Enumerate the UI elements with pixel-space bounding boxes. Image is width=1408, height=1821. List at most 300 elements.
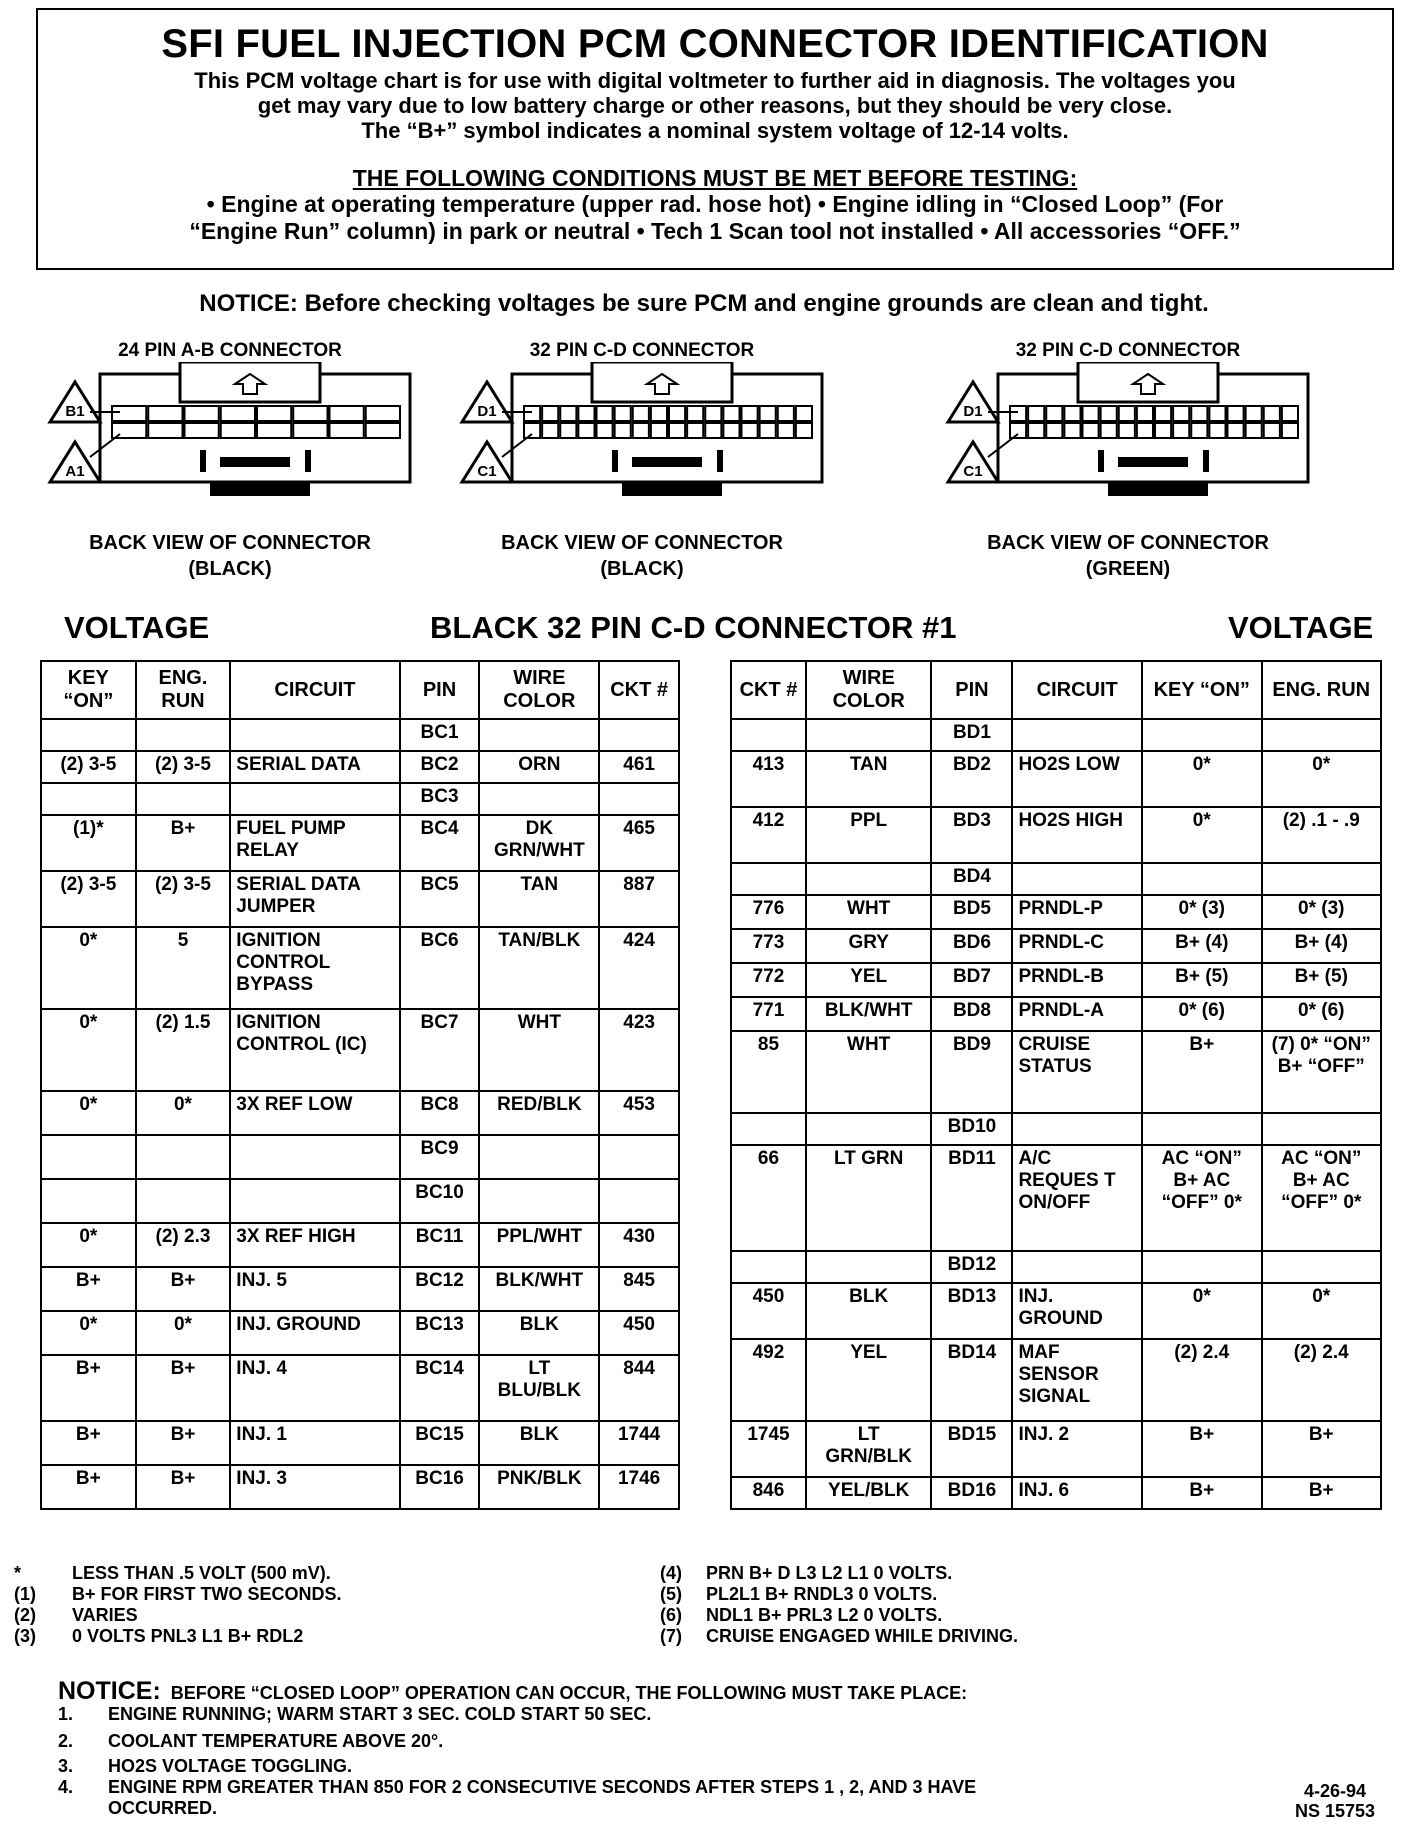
table-cell: 0* xyxy=(41,1009,136,1091)
section-title: BLACK 32 PIN C-D CONNECTOR #1 xyxy=(430,610,957,645)
pin-cavity xyxy=(1046,423,1062,438)
table-cell: LT BLU/BLK xyxy=(479,1355,599,1421)
table-cell xyxy=(1262,863,1382,895)
column-header: ENG. RUN xyxy=(136,661,231,719)
table-cell: 0* (6) xyxy=(1142,997,1261,1031)
table-cell: BD12 xyxy=(931,1251,1012,1283)
pin-cavity xyxy=(293,406,327,421)
table-cell: 887 xyxy=(599,871,679,927)
notice-item: 2. COOLANT TEMPERATURE ABOVE 20°. xyxy=(58,1731,444,1751)
pin-cavity xyxy=(796,406,812,421)
pin-cavity xyxy=(524,423,540,438)
pin-cavity xyxy=(542,423,558,438)
table-cell xyxy=(479,1135,599,1179)
table-cell: BD2 xyxy=(931,751,1012,807)
table-cell: 1745 xyxy=(731,1421,806,1477)
pin-cavity xyxy=(1282,423,1298,438)
footnotes-right xyxy=(660,1563,1018,1647)
key-slot xyxy=(220,457,290,467)
pin-cavity xyxy=(185,406,219,421)
table-cell: ORN xyxy=(479,751,599,783)
table-row xyxy=(731,863,1381,895)
table-cell: B+ xyxy=(1142,1477,1261,1509)
table-row xyxy=(41,719,679,751)
column-header: WIRE COLOR xyxy=(479,661,599,719)
table-cell xyxy=(1012,1113,1142,1145)
table-row xyxy=(731,1339,1381,1421)
table-cell: B+ (4) xyxy=(1262,929,1382,963)
connector-view-label: BACK VIEW OF CONNECTOR (BLACK) xyxy=(501,532,783,580)
notice-top: NOTICE: Before checking voltages be sure PCM and engine grounds are clean and tight. xyxy=(199,290,1209,317)
column-header: CKT # xyxy=(599,661,679,719)
conditions-line-2: “Engine Run” column) in park or neutral • Tech 1 Scan tool not installed • All accessories “OFF.” xyxy=(189,218,1241,244)
pin-marker-label: A1 xyxy=(65,463,85,480)
table-cell: 0* (3) xyxy=(1262,895,1382,929)
table-row xyxy=(41,1223,679,1267)
footnote: (6) NDL1 B+ PRL3 L2 0 VOLTS. xyxy=(660,1605,943,1625)
pin-cavity xyxy=(633,423,649,438)
table-cell: BD14 xyxy=(931,1339,1012,1421)
pin-cavity xyxy=(1209,406,1225,421)
table-cell: LT GRN/BLK xyxy=(806,1421,932,1477)
table-cell: BC10 xyxy=(400,1179,480,1223)
pin-cavity xyxy=(705,423,721,438)
connector-diagram-cd-green xyxy=(918,340,1338,590)
pin-cavity xyxy=(615,423,631,438)
voltage-label-left: VOLTAGE xyxy=(64,610,210,645)
table-cell: PPL/WHT xyxy=(479,1223,599,1267)
table-cell: BD1 xyxy=(931,719,1012,751)
connector-drawing xyxy=(442,362,842,512)
pin-cavity xyxy=(148,406,182,421)
table-cell xyxy=(230,1179,399,1223)
table-cell: BC4 xyxy=(400,815,480,871)
table-row xyxy=(731,1113,1381,1145)
pin-cavity xyxy=(1010,406,1026,421)
pin-cavity xyxy=(778,423,794,438)
pin-cavity xyxy=(1282,406,1298,421)
table-cell: 0* xyxy=(1142,807,1261,863)
table-cell: SERIAL DATA xyxy=(230,751,399,783)
pin-cavity xyxy=(1209,423,1225,438)
pin-cavity xyxy=(221,423,255,438)
table-cell: BD16 xyxy=(931,1477,1012,1509)
table-row xyxy=(731,1145,1381,1251)
pin-cavity xyxy=(1064,423,1080,438)
table-cell: 0* xyxy=(1142,751,1261,807)
table-cell xyxy=(806,719,932,751)
conditions-heading: THE FOLLOWING CONDITIONS MUST BE MET BEFORE TESTING: xyxy=(352,165,1078,191)
pin-cavity xyxy=(778,406,794,421)
table-cell xyxy=(1262,1113,1382,1145)
table-cell: BD13 xyxy=(931,1283,1012,1339)
table-cell xyxy=(599,783,679,815)
table-cell: (2) .1 - .9 xyxy=(1262,807,1382,863)
table-cell: CRUISE STATUS xyxy=(1012,1031,1142,1113)
table-cell: INJ. GROUND xyxy=(230,1311,399,1355)
conditions-text xyxy=(50,191,1380,245)
pin-cavity xyxy=(1101,423,1117,438)
pin-cavity xyxy=(257,406,291,421)
leader-line xyxy=(502,434,532,457)
table-cell xyxy=(1262,719,1382,751)
pin-cavity xyxy=(615,406,631,421)
table-cell: PNK/BLK xyxy=(479,1465,599,1509)
table-cell: BD7 xyxy=(931,963,1012,997)
pin-marker-label: C1 xyxy=(963,463,983,480)
table-cell: (2) 2.4 xyxy=(1142,1339,1261,1421)
table-cell: FUEL PUMP RELAY xyxy=(230,815,399,871)
connector-base xyxy=(210,482,310,496)
table-cell: (1)* xyxy=(41,815,136,871)
pin-cavity xyxy=(1191,423,1207,438)
pin-cavity xyxy=(1246,406,1262,421)
pin-cavity xyxy=(1137,406,1153,421)
table-row xyxy=(41,927,679,1009)
table-cell: INJ. 5 xyxy=(230,1267,399,1311)
table-row xyxy=(41,1009,679,1091)
pin-cavity xyxy=(578,406,594,421)
table-cell: 3X REF LOW xyxy=(230,1091,399,1135)
table-cell: AC “ON” B+ AC “OFF” 0* xyxy=(1142,1145,1261,1251)
table-cell: 844 xyxy=(599,1355,679,1421)
table-cell: 430 xyxy=(599,1223,679,1267)
table-row xyxy=(41,1465,679,1509)
connector-caption: 32 PIN C-D CONNECTOR xyxy=(529,340,755,361)
table-row xyxy=(41,815,679,871)
table-cell: 492 xyxy=(731,1339,806,1421)
table-row xyxy=(41,871,679,927)
pin-cavity xyxy=(560,423,576,438)
table-cell: PRNDL-B xyxy=(1012,963,1142,997)
table-row xyxy=(41,1135,679,1179)
table-cell xyxy=(1142,719,1261,751)
table-cell: (7) 0* “ON” B+ “OFF” xyxy=(1262,1031,1382,1113)
table-row xyxy=(731,719,1381,751)
table-cell: RED/BLK xyxy=(479,1091,599,1135)
pin-cavity xyxy=(148,423,182,438)
pin-marker-label: B1 xyxy=(65,403,85,420)
table-cell xyxy=(599,1179,679,1223)
pin-cavity xyxy=(1137,423,1153,438)
pin-cavity xyxy=(687,406,703,421)
table-cell xyxy=(479,783,599,815)
table-cell xyxy=(1012,863,1142,895)
rib xyxy=(305,450,311,472)
table-header-row xyxy=(731,661,1381,719)
table-cell: AC “ON” B+ AC “OFF” 0* xyxy=(1262,1145,1382,1251)
table-cell: HO2S LOW xyxy=(1012,751,1142,807)
pin-cavity xyxy=(633,406,649,421)
footnote: * LESS THAN .5 VOLT (500 mV). xyxy=(14,1563,331,1583)
table-cell: B+ xyxy=(1262,1421,1382,1477)
table-cell xyxy=(230,719,399,751)
table-cell: A/C REQUES T ON/OFF xyxy=(1012,1145,1142,1251)
rib xyxy=(1098,450,1104,472)
table-cell: (2) 3-5 xyxy=(136,871,231,927)
table-row xyxy=(731,751,1381,807)
notice-item: 4. ENGINE RPM GREATER THAN 850 FOR 2 CONSECUTIVE SECONDS AFTER STEPS 1 , 2, AND 3 HAVE xyxy=(58,1777,977,1797)
table-cell: 461 xyxy=(599,751,679,783)
pin-cavity xyxy=(1119,423,1135,438)
pin-cavity xyxy=(1083,406,1099,421)
table-cell xyxy=(136,783,231,815)
table-cell: TAN xyxy=(806,751,932,807)
pin-cavity xyxy=(1264,423,1280,438)
table-cell: B+ xyxy=(136,815,231,871)
table-cell: PPL xyxy=(806,807,932,863)
connector-diagram-ab xyxy=(20,340,440,590)
table-cell: DK GRN/WHT xyxy=(479,815,599,871)
table-cell: INJ. 3 xyxy=(230,1465,399,1509)
table-cell: BC3 xyxy=(400,783,480,815)
notice-item: 3. HO2S VOLTAGE TOGGLING. xyxy=(58,1756,353,1776)
pin-cavity xyxy=(578,423,594,438)
table-header-row xyxy=(41,661,679,719)
table-cell: BD11 xyxy=(931,1145,1012,1251)
table-cell: 773 xyxy=(731,929,806,963)
table-cell: B+ (4) xyxy=(1142,929,1261,963)
connector-view-label: BACK VIEW OF CONNECTOR (BLACK) xyxy=(89,532,371,580)
pin-cavity xyxy=(1010,423,1026,438)
table-cell: (2) 3-5 xyxy=(136,751,231,783)
pin-cavity xyxy=(597,423,613,438)
intro-line-3: The “B+” symbol indicates a nominal system voltage of 12-14 volts. xyxy=(361,118,1069,143)
table-cell: B+ xyxy=(136,1355,231,1421)
table-cell: INJ. 1 xyxy=(230,1421,399,1465)
table-cell: BC13 xyxy=(400,1311,480,1355)
notice-item: OCCURRED. xyxy=(108,1798,218,1818)
pin-marker-label: C1 xyxy=(477,463,497,480)
pin-cavity xyxy=(1264,406,1280,421)
rib xyxy=(200,450,206,472)
column-header: CIRCUIT xyxy=(230,661,399,719)
table-cell xyxy=(599,719,679,751)
table-row xyxy=(731,1477,1381,1509)
table-cell: BC2 xyxy=(400,751,480,783)
pin-cavity xyxy=(687,423,703,438)
pin-cavity xyxy=(742,423,758,438)
table-cell: BD4 xyxy=(931,863,1012,895)
table-cell: (2) 2.4 xyxy=(1262,1339,1382,1421)
table-row xyxy=(41,783,679,815)
table-row xyxy=(731,929,1381,963)
table-cell: B+ xyxy=(136,1421,231,1465)
table-cell: BC11 xyxy=(400,1223,480,1267)
table-cell: PRNDL-C xyxy=(1012,929,1142,963)
pin-cavity xyxy=(760,423,776,438)
table-cell: BLK xyxy=(479,1311,599,1355)
table-cell: TAN/BLK xyxy=(479,927,599,1009)
pin-cavity xyxy=(651,406,667,421)
pin-cavity xyxy=(1173,406,1189,421)
footnote: (1) B+ FOR FIRST TWO SECONDS. xyxy=(14,1584,342,1604)
table-cell xyxy=(1012,1251,1142,1283)
pin-cavity xyxy=(185,423,219,438)
column-header: KEY “ON” xyxy=(1142,661,1261,719)
connector-view-label: BACK VIEW OF CONNECTOR (GREEN) xyxy=(987,532,1269,580)
leader-line xyxy=(90,434,120,457)
doc-number: NS 15753 xyxy=(1295,1801,1376,1821)
pin-cavity xyxy=(330,423,364,438)
table-cell: BD15 xyxy=(931,1421,1012,1477)
table-cell xyxy=(41,719,136,751)
pin-cavity xyxy=(366,406,400,421)
table-cell: BD9 xyxy=(931,1031,1012,1113)
intro-line-1: This PCM voltage chart is for use with digital voltmeter to further aid in diagnosis. The voltages you xyxy=(194,68,1236,93)
pin-cavity xyxy=(705,406,721,421)
connector-base xyxy=(622,482,722,496)
table-cell xyxy=(479,1179,599,1223)
table-cell: GRY xyxy=(806,929,932,963)
pin-cavity xyxy=(669,423,685,438)
table-row xyxy=(41,1179,679,1223)
rib xyxy=(717,450,723,472)
table-cell: BD6 xyxy=(931,929,1012,963)
table-row xyxy=(731,963,1381,997)
table-cell: BC14 xyxy=(400,1355,480,1421)
pin-cavity xyxy=(257,423,291,438)
pin-cavity xyxy=(524,406,540,421)
table-cell xyxy=(1142,1113,1261,1145)
column-header: PIN xyxy=(400,661,480,719)
table-cell: 465 xyxy=(599,815,679,871)
table-cell: PRNDL-A xyxy=(1012,997,1142,1031)
table-row xyxy=(731,1421,1381,1477)
pin-cavity xyxy=(1046,406,1062,421)
notice-text: BEFORE “CLOSED LOOP” OPERATION CAN OCCUR, THE FOLLOWING MUST TAKE PLACE: xyxy=(170,1683,968,1703)
table-cell: 0* xyxy=(136,1091,231,1135)
table-cell: BC1 xyxy=(400,719,480,751)
pin-cavity xyxy=(1028,423,1044,438)
table-cell xyxy=(1142,1251,1261,1283)
table-cell: MAF SENSOR SIGNAL xyxy=(1012,1339,1142,1421)
table-cell: 845 xyxy=(599,1267,679,1311)
table-row xyxy=(731,997,1381,1031)
pin-cavity xyxy=(1228,406,1244,421)
table-cell: 0* xyxy=(41,1091,136,1135)
table-cell: BC12 xyxy=(400,1267,480,1311)
pin-marker-label: D1 xyxy=(477,403,497,420)
table-cell: 0* (3) xyxy=(1142,895,1261,929)
table-cell: BD10 xyxy=(931,1113,1012,1145)
left-table xyxy=(40,660,680,1510)
table-cell: 0* (6) xyxy=(1262,997,1382,1031)
table-cell: 0* xyxy=(41,1223,136,1267)
column-header: ENG. RUN xyxy=(1262,661,1382,719)
table-cell: INJ. GROUND xyxy=(1012,1283,1142,1339)
notice-item: 1. ENGINE RUNNING; WARM START 3 SEC. COLD START 50 SEC. xyxy=(58,1704,652,1724)
footnotes-left xyxy=(14,1563,342,1647)
table-row xyxy=(41,1091,679,1135)
pin-cavity xyxy=(1155,423,1171,438)
connector-drawing xyxy=(30,362,430,512)
footnote: (2) VARIES xyxy=(14,1605,138,1625)
column-header: CKT # xyxy=(731,661,806,719)
table-cell: BC15 xyxy=(400,1421,480,1465)
bottom-notice xyxy=(58,1677,977,1819)
table-cell: WHT xyxy=(479,1009,599,1091)
footnote: (5) PL2L1 B+ RNDL3 0 VOLTS. xyxy=(660,1584,938,1604)
pin-cavity xyxy=(742,406,758,421)
right-table xyxy=(730,660,1382,1510)
table-cell xyxy=(806,1113,932,1145)
column-header: CIRCUIT xyxy=(1012,661,1142,719)
table-cell: 1744 xyxy=(599,1421,679,1465)
table-cell: B+ xyxy=(1262,1477,1382,1509)
table-cell: (2) 3-5 xyxy=(41,871,136,927)
table-cell: B+ xyxy=(1142,1031,1261,1113)
pin-cavity xyxy=(1101,406,1117,421)
pin-cavity xyxy=(330,406,364,421)
table-cell: 5 xyxy=(136,927,231,1009)
intro-line-2: get may vary due to low battery charge or other reasons, but they should be very close. xyxy=(257,93,1173,118)
table-cell: IGNITION CONTROL BYPASS xyxy=(230,927,399,1009)
pin-cavity xyxy=(112,406,146,421)
table-cell: 0* xyxy=(1262,1283,1382,1339)
table-cell: B+ xyxy=(136,1267,231,1311)
header-box xyxy=(36,8,1394,270)
connector-base xyxy=(1108,482,1208,496)
table-cell: B+ xyxy=(41,1267,136,1311)
table-cell: BD3 xyxy=(931,807,1012,863)
notice-label: NOTICE: xyxy=(58,1677,161,1705)
table-cell: 3X REF HIGH xyxy=(230,1223,399,1267)
table-cell xyxy=(41,1135,136,1179)
table-cell: B+ xyxy=(41,1355,136,1421)
pin-cavity xyxy=(597,406,613,421)
table-cell xyxy=(1142,863,1261,895)
table-cell: 776 xyxy=(731,895,806,929)
pin-cavity xyxy=(542,406,558,421)
footnote: (3) 0 VOLTS PNL3 L1 B+ RDL2 xyxy=(14,1626,304,1646)
table-cell: B+ xyxy=(136,1465,231,1509)
table-row xyxy=(731,895,1381,929)
table-cell: 424 xyxy=(599,927,679,1009)
key-slot xyxy=(632,457,702,467)
table-cell: 85 xyxy=(731,1031,806,1113)
table-cell: 1746 xyxy=(599,1465,679,1509)
pin-cavity xyxy=(796,423,812,438)
table-cell: B+ xyxy=(41,1465,136,1509)
table-cell: BD8 xyxy=(931,997,1012,1031)
pin-cavity xyxy=(760,406,776,421)
table-cell: 66 xyxy=(731,1145,806,1251)
pin-cavity xyxy=(723,406,739,421)
table-row xyxy=(41,1421,679,1465)
footnote: (4) PRN B+ D L3 L2 L1 0 VOLTS. xyxy=(660,1563,953,1583)
connector-drawing xyxy=(928,362,1328,512)
pin-cavity xyxy=(1119,406,1135,421)
pin-cavity xyxy=(560,406,576,421)
table-cell: SERIAL DATA JUMPER xyxy=(230,871,399,927)
table-cell xyxy=(806,863,932,895)
pin-cavity xyxy=(1246,423,1262,438)
table-row xyxy=(731,1283,1381,1339)
key-slot xyxy=(1118,457,1188,467)
table-cell: 771 xyxy=(731,997,806,1031)
table-cell: WHT xyxy=(806,895,932,929)
table-cell xyxy=(230,783,399,815)
table-row xyxy=(731,807,1381,863)
table-row xyxy=(41,1267,679,1311)
pin-marker-label: D1 xyxy=(963,403,983,420)
leader-line xyxy=(988,434,1018,457)
table-row xyxy=(41,1311,679,1355)
footnote: (7) CRUISE ENGAGED WHILE DRIVING. xyxy=(660,1626,1019,1646)
table-cell xyxy=(731,1113,806,1145)
table-row xyxy=(41,751,679,783)
